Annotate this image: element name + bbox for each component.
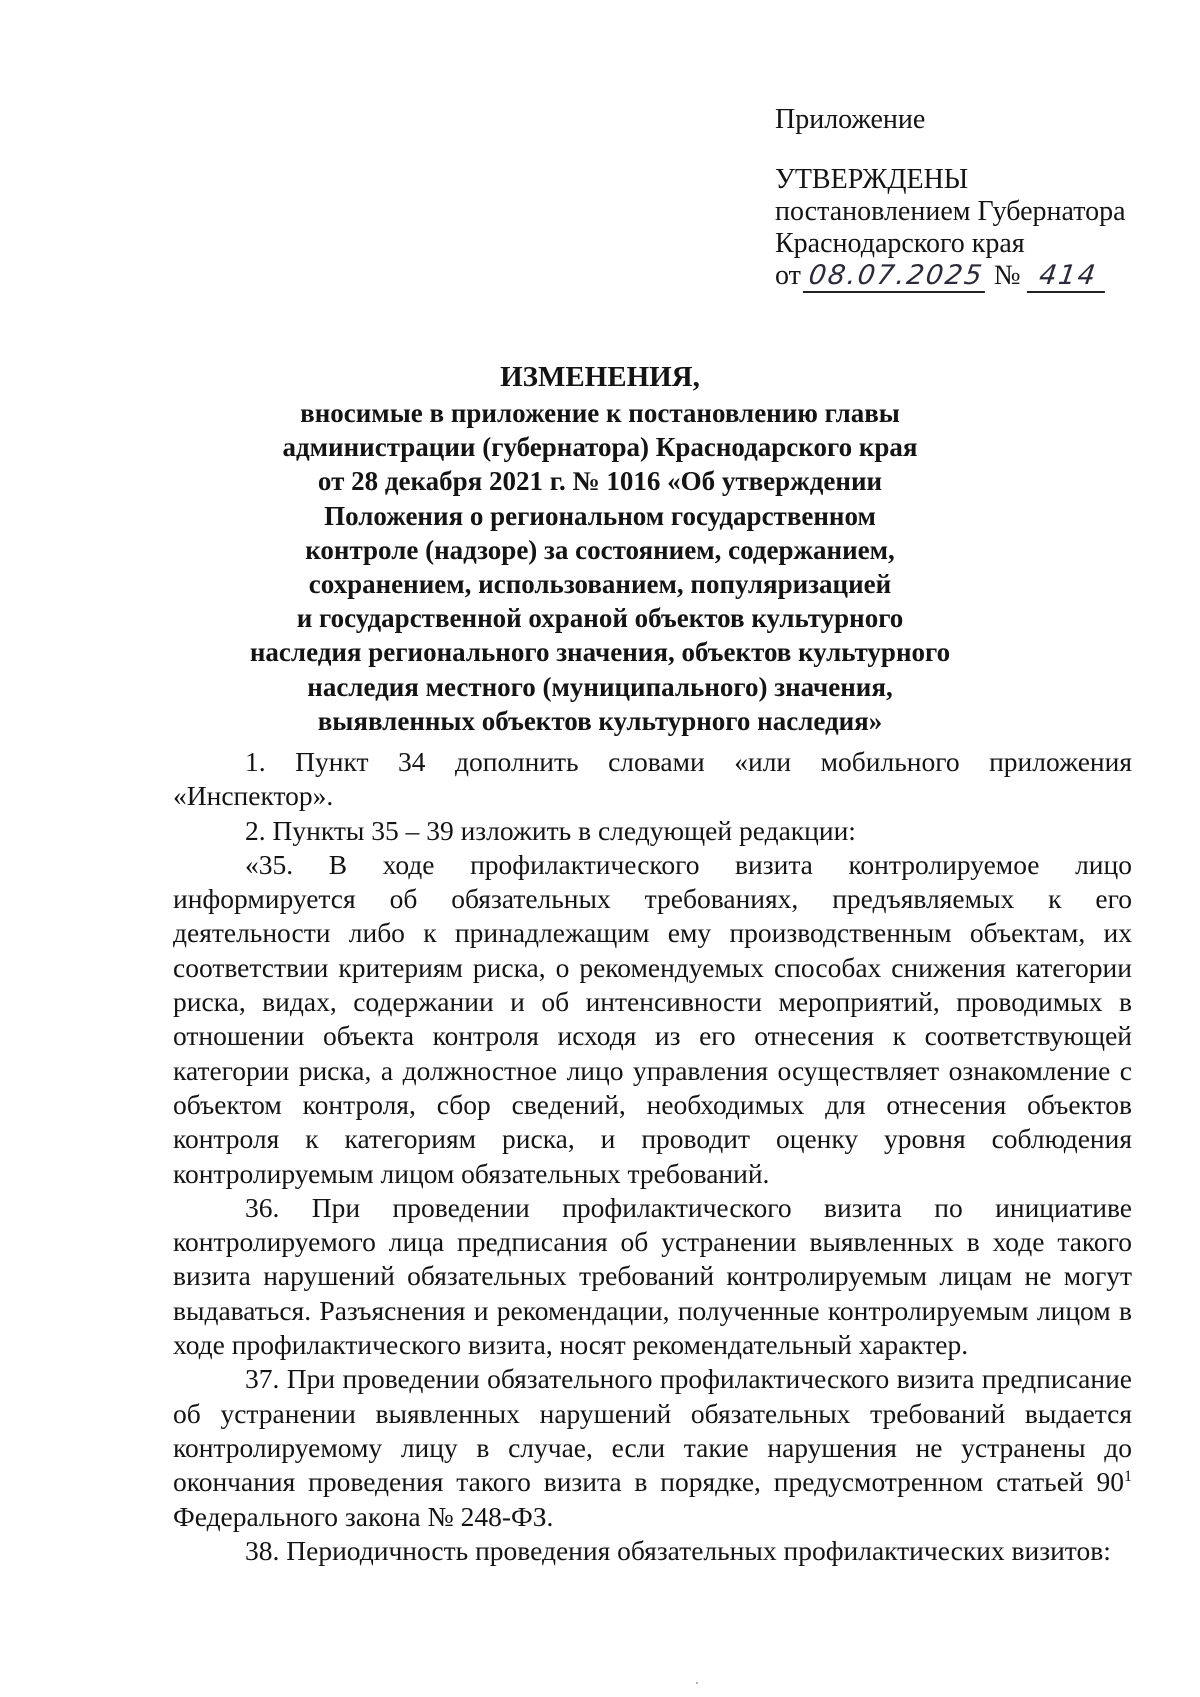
approval-line-2: Краснодарского края — [775, 228, 1025, 259]
title-line: Положения о региональном государственном — [324, 500, 876, 531]
handwritten-number: 414 — [1026, 261, 1108, 293]
approval-date-number-line — [775, 260, 1175, 293]
paragraph-37-text: 37. При проведении обязательного профилактического визита предписание об устранении выявленных нарушений обязательных требований выдается контролируемому лицу в случае, если такие нарушения не устранены до окончания проведения такого визита в порядке, предусмотренном статьей 90 — [173, 1363, 1132, 1498]
paragraph-1: 1. Пункт 34 дополнить словами «или мобильного приложения «Инспектор». — [173, 746, 1132, 812]
title-line: вносимые в приложение к постановлению главы — [300, 398, 900, 428]
appendix-label: Приложение — [775, 104, 926, 135]
paragraph-2: 2. Пункты 35 – 39 изложить в следующей редакции: — [245, 814, 856, 846]
title-line: контроле (надзоре) за состоянием, содержанием, — [305, 534, 895, 565]
title-line: наследия местного (муниципального) значения, — [307, 671, 893, 702]
scan-speck — [696, 1682, 698, 1684]
document-title: ИЗМЕНЕНИЯ, — [500, 361, 700, 393]
superscript: 1 — [1124, 1468, 1132, 1486]
title-line: от 28 декабря 2021 г. № 1016 «Об утверждении — [317, 466, 883, 497]
title-line: сохранением, использованием, популяризацией — [308, 569, 892, 600]
title-line: и государственной охраной объектов культурного — [296, 603, 904, 634]
paragraph-35: «35. В ходе профилактического визита контролируемое лицо информируется об обязательных требованиях, предъявляемых к его деятельности либо к принадлежащим ему производственным объектам, их соответствии критериям риска, о рекомендуемых способах снижения категории риска, видах, содержании и об интенсивности мероприятий, проводимых в отношении объекта контроля исходя из его отнесения к соответствующей категории риска, а должностное лицо управления осуществляет ознакомление с объектом контроля, сбор сведений, необходимых для отнесения объектов контроля к категориям риска, и проводит оценку уровня соблюдения контролируемым лицом обязательных требований. — [173, 848, 1132, 1189]
approval-line-1: постановлением Губернатора — [775, 196, 1126, 227]
paragraph-38: 38. Периодичность проведения обязательных профилактических визитов: — [245, 1534, 1111, 1566]
number-label: № — [993, 260, 1021, 291]
approved-label: УТВЕРЖДЕНЫ — [775, 164, 969, 195]
paragraph-37-end: Федерального закона № 248-ФЗ. — [173, 1500, 554, 1532]
from-label: от — [775, 260, 801, 291]
approval-block — [775, 104, 1175, 293]
paragraph-36: 36. При проведении профилактического визита по инициативе контролируемого лица предписания об устранении выявленных в ходе такого визита нарушений обязательных требований контролируемым лицам не могут выдаваться. Разъяснения и рекомендации, полученные контролируемым лицом в ходе профилактического визита, носят рекомендательный характер. — [173, 1191, 1132, 1361]
document-title-block — [150, 360, 1050, 738]
title-line: выявленных объектов культурного наследия» — [317, 705, 883, 736]
paragraph-37 — [173, 1362, 1132, 1533]
document-body — [173, 745, 1132, 1568]
handwritten-date: 08.07.2025 — [803, 261, 989, 293]
title-line: администрации (губернатора) Краснодарского края — [282, 432, 918, 463]
title-line: наследия регионального значения, объектов культурного — [249, 637, 951, 668]
